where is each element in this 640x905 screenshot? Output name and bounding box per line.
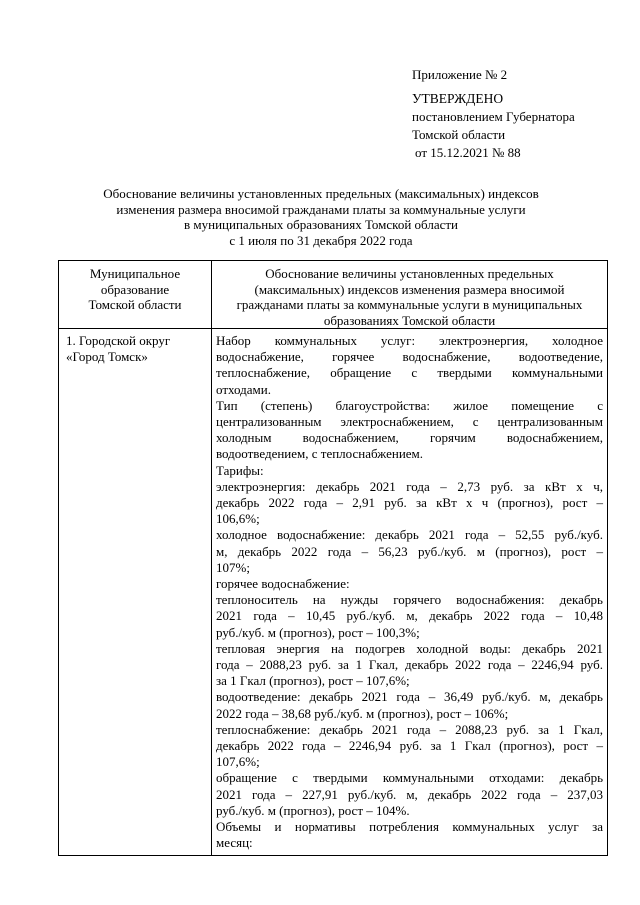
approved-stamp: УТВЕРЖДЕНО xyxy=(412,91,504,106)
text-line: Тарифы: xyxy=(216,462,264,478)
municipality-cell xyxy=(59,329,212,856)
text-line: Объемы и нормативы потребления коммунальных услуг за xyxy=(216,819,603,835)
text-line: руб./куб. м (прогноз), рост – 104%. xyxy=(216,802,410,818)
header-text: Муниципальное xyxy=(89,266,181,281)
text-line: за 1 Гкал (прогноз), рост – 107,6%; xyxy=(216,673,410,689)
municipality-name: 1. Городской округ xyxy=(66,333,171,348)
header-municipality xyxy=(59,261,212,329)
text-line: 2021 года – 227,91 руб./куб. м, декабрь 2022 года – 237,03 xyxy=(216,786,603,802)
text-line: электроэнергия: декабрь 2021 года – 2,73 руб. за кВт x ч, xyxy=(216,478,603,494)
header-text: образование xyxy=(100,281,170,297)
text-line: 2022 года – 38,68 руб./куб. м (прогноз), рост – 106%; xyxy=(216,705,509,721)
text-line: водоотведением, с теплоснабжением. xyxy=(216,446,424,462)
text-line: м, декабрь 2022 года – 56,23 руб./куб. м (прогноз), рост – xyxy=(216,543,603,559)
appendix-number: Приложение № 2 xyxy=(412,67,508,82)
header-text: Обоснование величины установленных предельных xyxy=(265,266,554,281)
text-line: руб./куб. м (прогноз), рост – 100,3%; xyxy=(216,624,420,640)
header-justification xyxy=(212,261,608,329)
text-line: тепловая энергия на подогрев холодной воды: декабрь 2021 xyxy=(216,640,603,656)
approval-block xyxy=(412,66,575,162)
municipality-name: «Город Томск» xyxy=(66,349,148,364)
text-line: водоснабжение, горячее водоснабжение, водоотведение, xyxy=(216,349,603,365)
approval-line: постановлением Губернатора xyxy=(412,109,575,124)
text-line: горячее водоснабжение: xyxy=(216,576,350,592)
text-line: теплоснабжение: декабрь 2021 года – 2088,23 руб. за 1 Гкал, xyxy=(216,721,603,737)
justification-table xyxy=(58,260,608,856)
table-header-row xyxy=(59,261,608,329)
text-line: отходами. xyxy=(216,381,271,397)
document-title xyxy=(90,186,552,248)
header-text: образованиях Томской области xyxy=(323,312,496,328)
text-line: холодное водоснабжение: декабрь 2021 года – 52,55 руб./куб. xyxy=(216,527,603,543)
text-line: теплоноситель на нужды горячего водоснабжения: декабрь xyxy=(216,592,603,608)
text-line: декабрь 2022 года – 2246,94 руб. за 1 Гкал (прогноз), рост – xyxy=(216,738,603,754)
text-line: теплоснабжение, обращение с твердыми коммунальными xyxy=(216,365,603,381)
approval-line: Томской области xyxy=(412,127,506,142)
text-line: 107,6%; xyxy=(216,754,260,770)
title-line: в муниципальных образованиях Томской области xyxy=(184,217,458,232)
text-line: года – 2088,23 руб. за 1 Гкал, декабрь 2022 года – 2246,94 руб. xyxy=(216,657,603,673)
header-text: гражданами платы за коммунальные услуги в муниципальных xyxy=(236,297,583,312)
text-line: холодным водоснабжением, горячим водоснабжением, xyxy=(216,430,603,446)
text-line: Тип (степень) благоустройства: жилое помещение с xyxy=(216,397,603,413)
text-line: 107%; xyxy=(216,559,250,575)
header-text: Томской области xyxy=(88,297,182,312)
text-line: централизованным электроснабжением, с централизованным xyxy=(216,414,603,430)
approval-date: от 15.12.2021 № 88 xyxy=(415,145,521,160)
title-line: Обоснование величины установленных предельных (максимальных) индексов xyxy=(103,186,539,201)
title-line: изменения размера вносимой гражданами платы за коммунальные услуги xyxy=(116,201,526,217)
text-line: 2021 года – 10,45 руб./куб. м, декабрь 2022 года – 10,48 xyxy=(216,608,603,624)
title-line: с 1 июля по 31 декабря 2022 года xyxy=(229,232,413,248)
text-line: месяц: xyxy=(216,835,253,851)
text-line: декабрь 2022 года – 2,91 руб. за кВт x ч (прогноз), рост – xyxy=(216,495,603,511)
text-line: обращение с твердыми коммунальными отходами: декабрь xyxy=(216,770,603,786)
text-line: Набор коммунальных услуг: электроэнергия, холодное xyxy=(216,333,603,348)
text-line: 106,6%; xyxy=(216,511,260,527)
justification-cell xyxy=(212,329,608,856)
text-line: водоотведение: декабрь 2021 года – 36,49 руб./куб. м, декабрь xyxy=(216,689,603,705)
header-text: (максимальных) индексов изменения размера вносимой xyxy=(254,281,565,297)
table-row xyxy=(59,329,608,856)
